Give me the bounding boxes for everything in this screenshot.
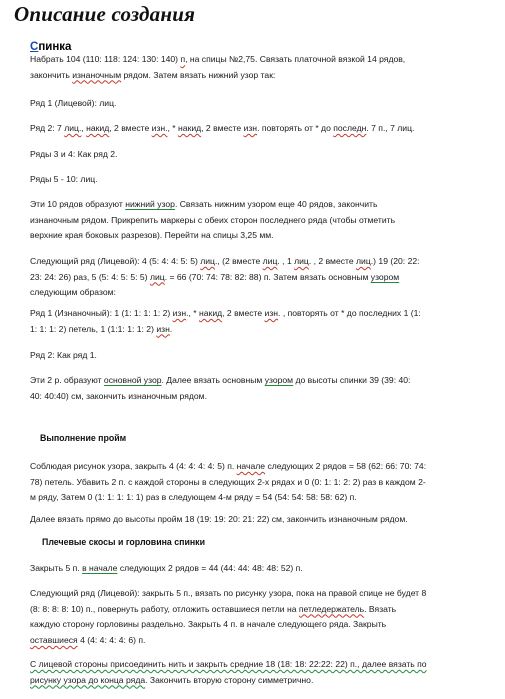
paragraph-neckline [30,586,496,648]
paragraph-cast-on [30,52,496,83]
text-run: Эти 2 р. образуют [30,375,104,385]
paragraph-rows-5-10 [30,172,496,188]
text-run: следующим образом: [30,287,116,298]
text-run: 4 (4: 4: 4: 4: 6) п. [77,634,146,645]
section-heading-rest: пинка [38,41,72,53]
text-run: . 7 п., 7 лиц. [366,123,415,133]
grammar-marked-phrase: в начале [82,563,118,573]
grammar-marked-phrase: рисунку узора до конца ряда [30,674,146,685]
text-run: . [169,323,173,334]
paragraph-row-2-main [30,348,496,364]
text-run: до высоты спинки 39 (39: 40: [293,375,411,385]
grammar-marked-phrase: узором [264,375,294,385]
grammar-marked-phrase: основной узор [103,375,162,385]
text-run: ., (2 вместе [214,256,263,266]
spell-marked-word: накид [199,308,223,318]
text-run: Ряд 2: 7 [30,123,65,133]
spell-marked-word: изнаночным [72,69,122,80]
spell-marked-word: изн. [151,123,168,133]
text-run: . Связать нижним узором еще 40 рядов, закончить [174,199,378,209]
heading-armholes: Выполнение пройм [40,433,127,443]
text-run: изнаночным рядом. Прикрепить маркеры с обеих сторон последнего ряда (чтобы отметить [30,214,396,225]
spell-marked-word: лиц [356,256,371,266]
text-run: , 2 вместе [109,123,152,133]
text-run: Соблюдая рисунок узора, закрыть 4 (4: 4: 4: 4: 5) п. [30,461,237,471]
spell-marked-word: изн [264,308,279,318]
spell-marked-word: лиц [200,256,215,266]
text-run: Ряды 5 - 10: лиц. [30,174,98,184]
text-run: , 2 вместе [201,123,244,133]
text-run: закончить [30,69,73,80]
spell-marked-word: лиц [294,256,309,266]
text-run: 23: 24: 26) раз, 5 (5: 4: 5: 5: 5) [30,271,150,282]
text-run: , 2 вместе [222,308,265,318]
text-run: ., * [186,308,200,318]
text-run: следующих 2 рядов = 58 (62: 66: 70: 74: [265,461,427,471]
document-title: Описание создания [14,2,196,26]
text-run: следующих 2 рядов = 44 (44: 44: 48: 48: 52) п. [117,563,303,573]
spell-marked-word: начале [236,461,266,471]
text-run: Ряд 1 (Лицевой): лиц. [30,98,117,108]
text-run: Эти 10 рядов образуют [30,199,126,209]
grammar-marked-phrase: С лицевой стороны присоединить нить и закрыть средние 18 (18: 18: 22:22: 22) п., далее вязать по [30,659,427,669]
text-run: . , 1 [277,256,295,266]
spell-marked-word: изн [156,323,170,334]
text-run: Следующий ряд (Лицевой): 4 (5: 4: 4: 5: 5) [30,256,201,266]
paragraph-next-row [30,254,496,301]
section-heading-lead: С [30,41,39,53]
text-run: . повторять от * до [257,123,334,133]
text-run: Ряд 2: Как ряд 1. [30,350,97,360]
heading-shoulders-neckline: Плечевые скосы и горловина спинки [42,537,205,547]
text-run: Набрать 104 (110: 118: 124: 130: 140) [30,54,181,64]
text-run: , [81,123,87,133]
text-run: (8: 8: 8: 8: 10) п., повернуть работу, отложить оставшиеся петли на [30,603,299,614]
text-run: . Вязать [364,603,397,614]
spell-marked-word: петледержатель [298,603,365,614]
text-run: . , 2 вместе [308,256,357,266]
spell-marked-word: накид [178,123,202,133]
spell-marked-word: оставшиеся [30,634,78,645]
text-run: Закрыть 5 п. [30,563,83,573]
text-run: 40: 40:40) см, закончить изнаночным рядом. [30,390,207,401]
spell-marked-word: лиц [149,271,165,282]
text-run: 1: 1: 1: 2) петель, 1 (1:1: 1: 1: 2) [30,323,157,334]
spell-marked-word: последн [333,123,367,133]
text-run: . , повторять от * до последних 1 (1: [278,308,421,318]
text-run: м ряду, Затем 0 (1: 1: 1: 1: 1) раз в следующем 4-м ряду = 54 (54: 54: 58: 58: 62) п. [30,492,357,503]
grammar-marked-phrase: нижний узор [125,199,175,209]
text-run: , на спицы №2,75. Связать платочной вязкой 14 рядов, [185,54,406,64]
spell-marked-word: накид [86,123,110,133]
paragraph-bind-off [30,561,496,577]
grammar-marked-phrase: узором [370,271,400,282]
spell-marked-word: п [180,54,186,64]
text-run: .) 19 (20: 22: [370,256,420,266]
text-run: . = 66 (70: 74: 78: 82: 88) п. Затем вязать основным [164,271,371,282]
paragraph-row-1 [30,96,496,112]
spell-marked-word: лиц [262,256,278,266]
text-run: Следующий ряд (Лицевой): закрыть 5 п., вязать по рисунку узора, пока на правой спице не будет 8 [30,588,427,598]
text-run: Ряды 3 и 4: Как ряд 2. [30,149,118,159]
paragraph-armholes [30,459,496,506]
paragraph-row-2 [30,121,496,137]
spell-marked-word: лиц. [64,123,82,133]
paragraph-knit-straight [30,512,496,528]
text-run: , * [167,123,179,133]
spell-marked-word: изн [172,308,187,318]
text-run: 78) петель. Убавить 2 п. с каждой стороны в следующих 2-х рядах и 0 (0: 1: 1: 2: 2) раз в каждом 2- [30,476,426,487]
text-run: . Закончить вторую сторону симметрично. [145,674,314,685]
paragraph-rows-3-4 [30,147,496,163]
text-run: верхние края боковых разрезов). Перейти на спицы 3,25 мм. [30,230,274,241]
text-run: . Далее вязать основным [161,375,265,385]
text-run: каждую сторону горловины раздельно. Закрыть 4 п. в начале следующего ряда. Закрыть [30,619,387,630]
text-run: Далее вязать прямо до высоты пройм 18 (19: 19: 20: 21: 22) см, закончить изнаночным рядом. [30,514,408,524]
paragraph-finish [30,657,496,688]
text-run: Ряд 1 (Изнаночный): 1 (1: 1: 1: 1: 2) [30,308,173,318]
paragraph-purl-row [30,306,496,337]
spell-marked-word: изн [243,123,258,133]
paragraph-lower-pattern [30,197,496,244]
paragraph-main-pattern [30,373,496,404]
text-run: рядом. Затем вязать нижний узор так: [121,69,276,80]
